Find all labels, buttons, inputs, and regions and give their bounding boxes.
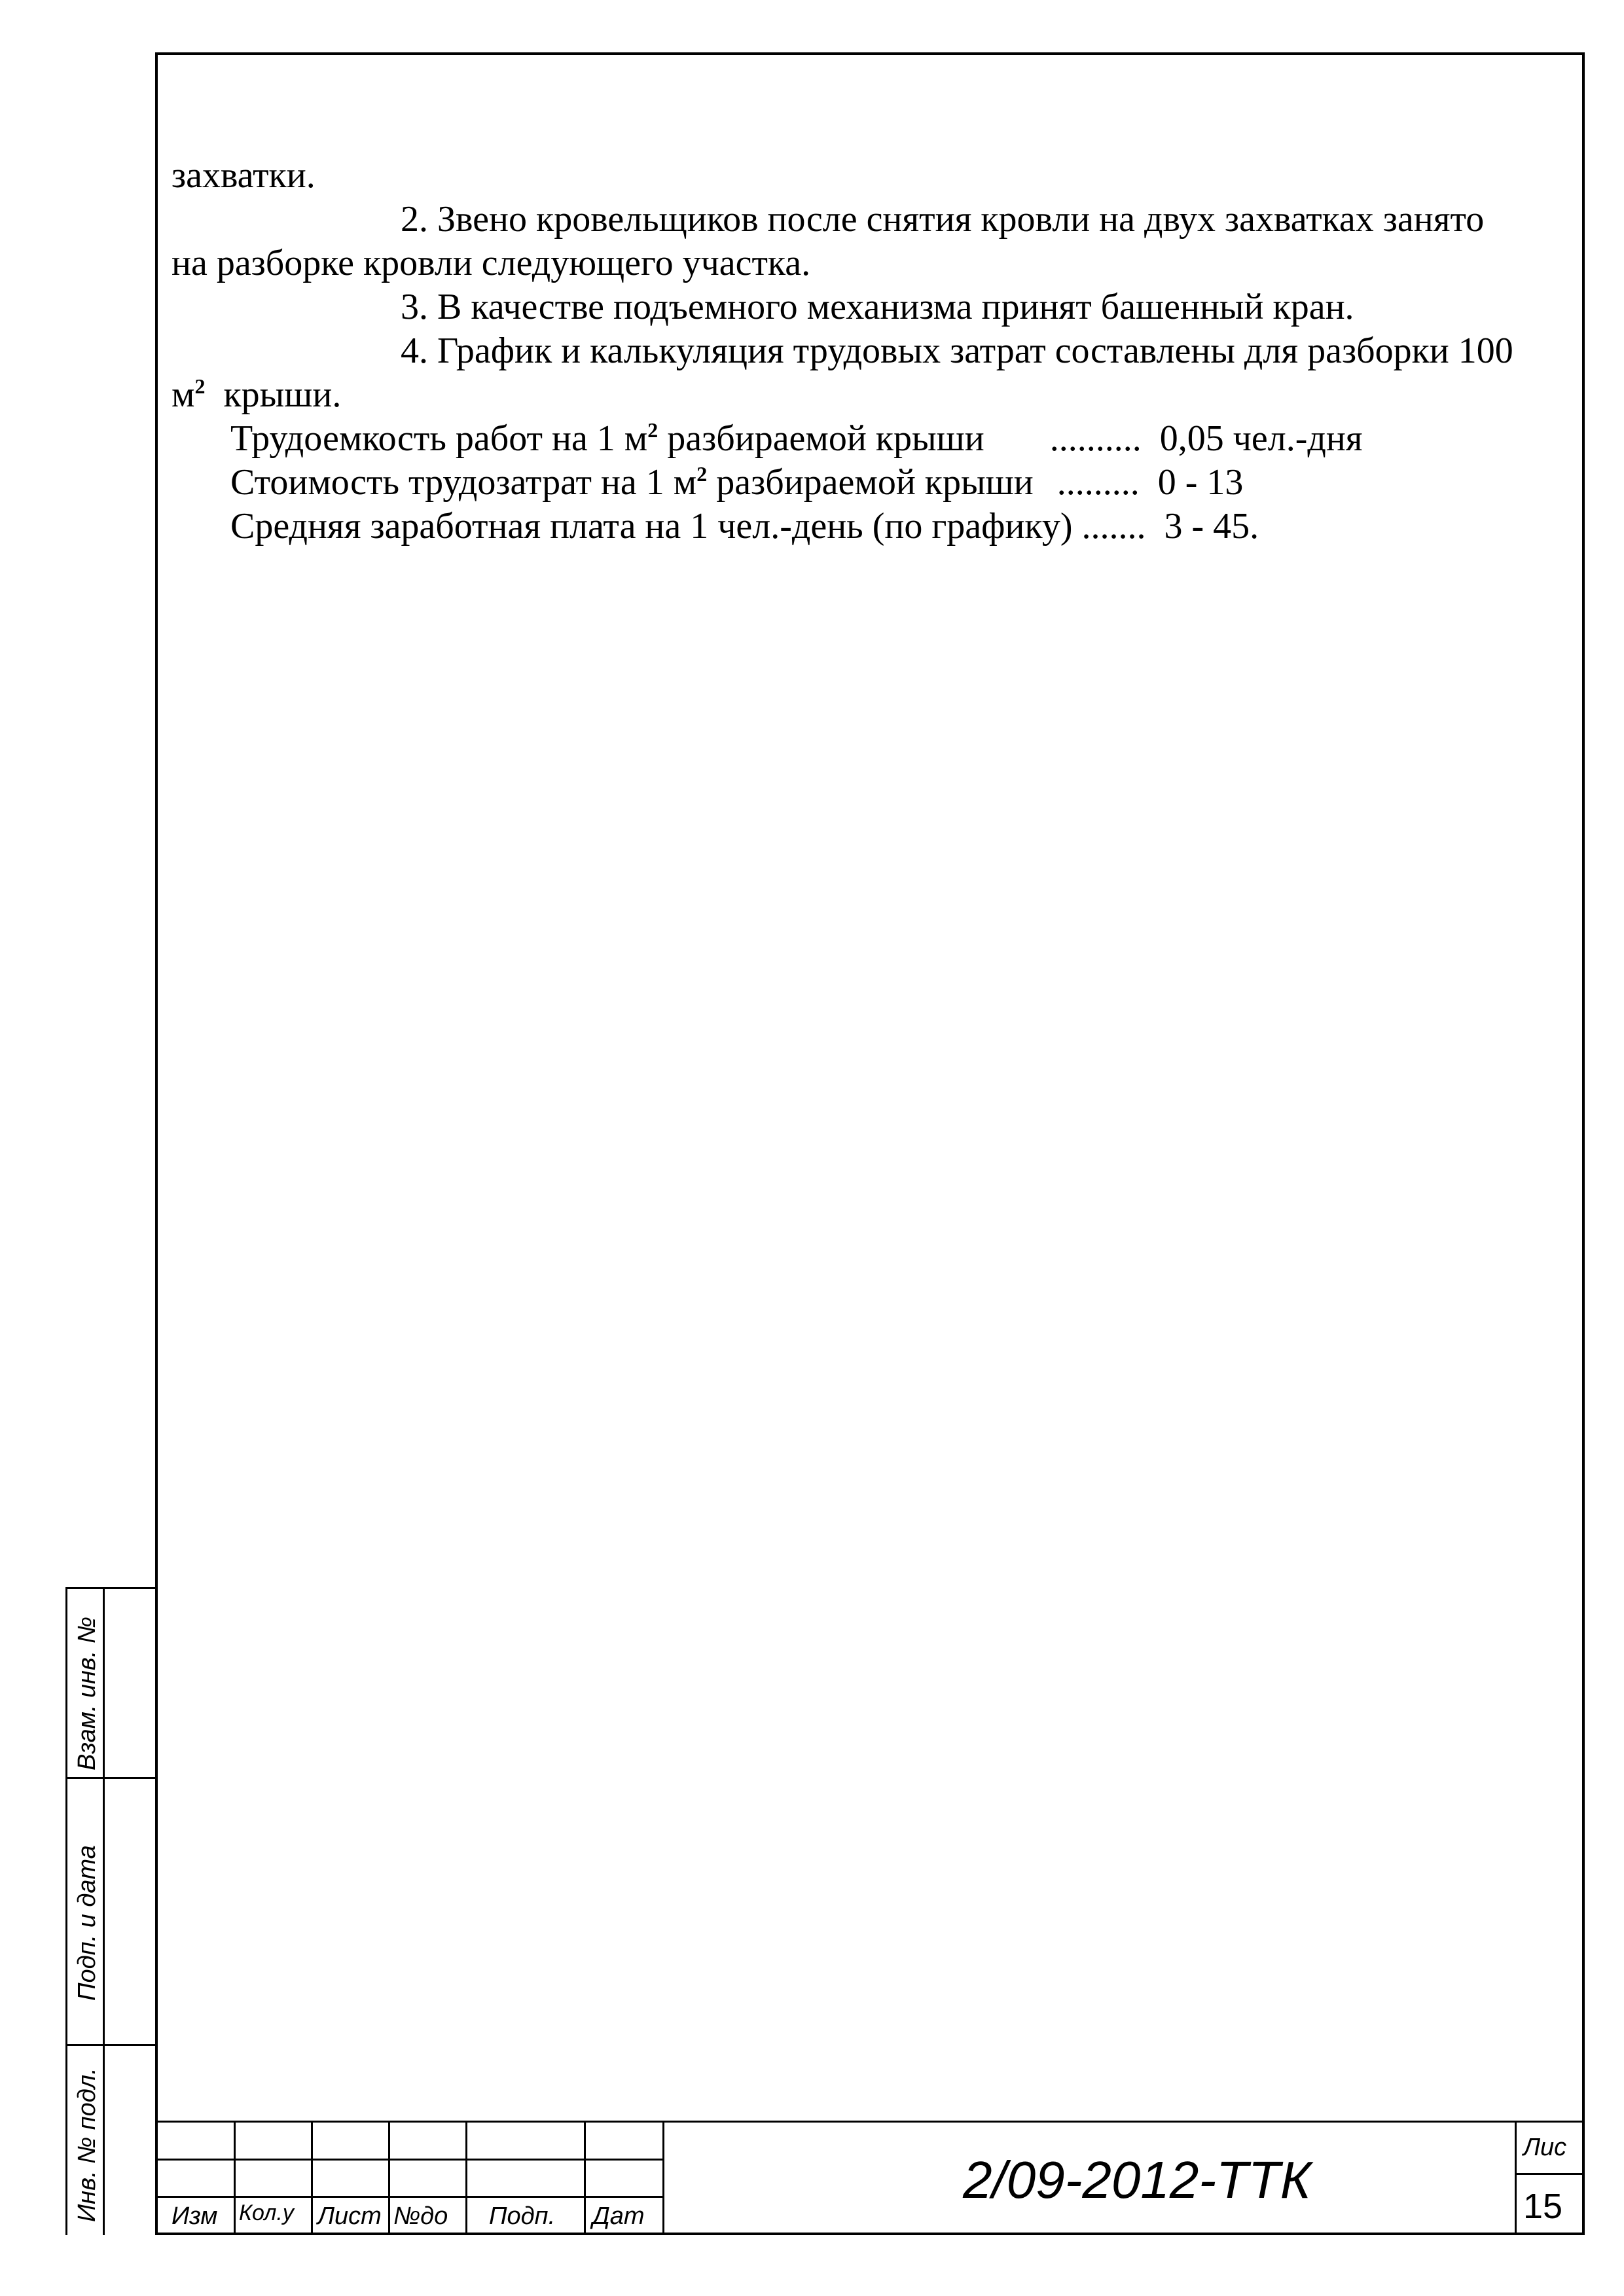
divider (155, 2196, 662, 2198)
divider (65, 1587, 67, 2235)
sheet-number: 15 (1523, 2187, 1563, 2226)
dot-leader: ......... (1056, 462, 1140, 503)
label-list: Лист (317, 2202, 382, 2230)
summary-value: 3 - 45. (1164, 506, 1259, 547)
divider (1515, 2173, 1585, 2175)
text-line (171, 373, 1572, 417)
label-ndoc: №до (393, 2202, 448, 2230)
text-fragment: 3. В качестве подъемного механизма принят башенный кран. (401, 287, 1354, 327)
text-fragment: на разборке кровли следующего участка. (171, 243, 811, 283)
divider (584, 2121, 586, 2235)
text-fragment: м (171, 374, 195, 415)
text-line (171, 329, 1572, 373)
divider (155, 2121, 1585, 2123)
text-line (171, 242, 1572, 285)
side-label-vzam: Взам. инв. № (73, 1616, 101, 1770)
divider (465, 2121, 467, 2235)
summary-label: Средняя заработная плата на 1 чел.-день (по графику) (230, 506, 1073, 547)
divider (65, 1777, 155, 1779)
text-fragment: захватки. (171, 155, 316, 196)
divider (662, 2121, 664, 2235)
side-label-podp: Подп. и дата (73, 1845, 101, 2001)
label-sheet: Лис (1523, 2134, 1567, 2161)
superscript: 2 (647, 418, 659, 442)
summary-value: 0 - 13 (1157, 462, 1244, 503)
divider (103, 1587, 105, 2235)
summary-label: разбираемой крыши (658, 418, 984, 459)
divider (1515, 2121, 1517, 2235)
divider (65, 1587, 155, 1589)
side-label-inv: Инв. № подл. (73, 2068, 101, 2222)
title-block (155, 2121, 1585, 2235)
text-fragment: 4. График и калькуляция трудовых затрат составлены для разборки 100 (401, 331, 1513, 371)
label-izm: Изм (171, 2202, 218, 2230)
document-code: 2/09-2012-ТТК (963, 2151, 1311, 2209)
divider (234, 2121, 236, 2235)
text-line (171, 154, 1572, 198)
label-kolu: Кол.у (239, 2200, 294, 2225)
summary-label: разбираемой крыши (707, 462, 1034, 503)
summary-value: 0,05 чел.-дня (1159, 418, 1363, 459)
divider (311, 2121, 313, 2235)
superscript: 2 (696, 462, 708, 486)
summary-label: Стоимость трудозатрат на 1 м (230, 462, 697, 503)
text-line (171, 285, 1572, 329)
divider (65, 2044, 155, 2046)
summary-label: Трудоемкость работ на 1 м (230, 418, 648, 459)
label-dat: Дат (592, 2202, 645, 2230)
text-fragment: крыши. (223, 374, 342, 415)
label-podp: Подп. (489, 2202, 556, 2230)
dot-leader: ....... (1081, 506, 1146, 547)
summary-line (171, 505, 1572, 548)
divider (155, 2159, 662, 2161)
dot-leader: .......... (1049, 418, 1142, 459)
text-fragment: 2. Звено кровельщиков после снятия кровли на двух захватках занято (401, 199, 1485, 240)
summary-line (171, 417, 1572, 461)
summary-line (171, 461, 1572, 505)
divider (388, 2121, 390, 2235)
document-body (171, 154, 1572, 548)
text-line (171, 198, 1572, 242)
side-stamp (65, 1587, 155, 2235)
superscript: 2 (194, 374, 206, 398)
